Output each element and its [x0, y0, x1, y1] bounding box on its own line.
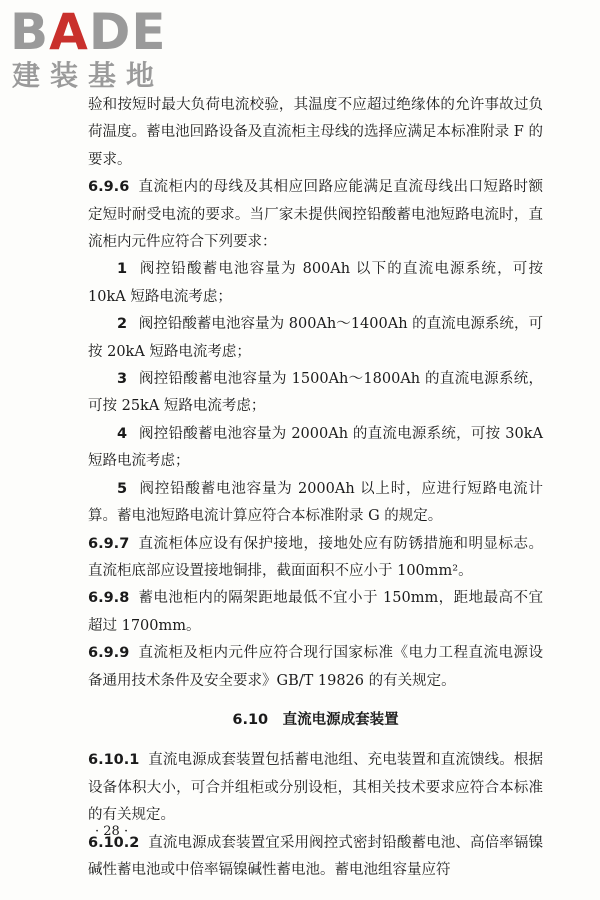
clause-6-10-1 — [88, 747, 543, 829]
document-body — [88, 92, 543, 884]
logo-accent-letter: A — [49, 3, 89, 61]
item-number: 5 — [117, 480, 128, 497]
item-number: 3 — [117, 371, 128, 388]
paragraph-continuation: 验和按短时最大负荷电流校验，其温度不应超过绝缘体的允许事故过负荷温度。蓄电池回路设备及直流柜主母线的选择应满足本标准附录 F 的要求。 — [88, 97, 543, 168]
list-item — [88, 256, 543, 311]
clause-number: 6.9.7 — [88, 535, 130, 552]
clause-text: 蓄电池柜内的隔架距地最低不宜小于 150mm，距地最高不宜超过 1700mm。 — [88, 590, 543, 634]
list-item — [88, 366, 543, 421]
clause-text: 直流柜体应设有保护接地，接地处应有防锈措施和明显标志。直流柜底部应设置接地铜排，截面面积不应小于 100mm²。 — [88, 535, 543, 579]
clause-number: 6.10.1 — [88, 752, 140, 769]
item-text: 阀控铅酸蓄电池容量为 800Ah 以下的直流电源系统，可按 10kA 短路电流考虑； — [88, 261, 543, 305]
clause-text: 直流电源成套装置宜采用阀控式密封铅酸蓄电池、高倍率镉镍碱性蓄电池或中倍率镉镍碱性蓄电池。蓄电池组容量应符 — [88, 834, 543, 878]
clause-text: 直流电源成套装置包括蓄电池组、充电装置和直流馈线。根据设备体积大小，可合并组柜或分别设柜，其相关技术要求应符合本标准的有关规定。 — [88, 752, 543, 824]
item-text: 阀控铅酸蓄电池容量为 1500Ah～1800Ah 的直流电源系统，可按 25kA 短路电流考虑； — [88, 371, 543, 415]
item-text: 阀控铅酸蓄电池容量为 2000Ah 的直流电源系统，可按 30kA 短路电流考虑； — [88, 425, 543, 470]
list-item — [88, 421, 543, 476]
logo-wordmark: BADE — [10, 3, 167, 61]
clause-6-9-9 — [88, 640, 543, 695]
clause-text: 直流柜内的母线及其相应回路应能满足直流母线出口短路时额定短时耐受电流的要求。当厂家未提供阀控铅酸蓄电池短路电流时，直流柜内元件应符合下列要求： — [88, 179, 543, 251]
clause-6-9-8 — [88, 585, 543, 640]
page-number: · 28 · — [95, 824, 129, 839]
item-number: 2 — [117, 316, 128, 333]
item-number: 1 — [117, 261, 128, 278]
clause-text: 直流柜及柜内元件应符合现行国家标准《电力工程直流电源设备通用技术条件及安全要求》GB/T 19826 的有关规定。 — [88, 645, 543, 689]
clause-number: 6.9.8 — [88, 590, 130, 607]
section-heading: 6.10 直流电源成套装置 — [232, 711, 399, 728]
clause-number: 6.10.2 — [88, 834, 140, 851]
logo-subtitle: 建装基地 — [12, 59, 165, 92]
list-item — [88, 311, 543, 366]
clause-6-9-6 — [88, 174, 543, 256]
item-text: 阀控铅酸蓄电池容量为 2000Ah 以上时，应进行短路电流计算。蓄电池短路电流计算应符合本标准附录 G 的规定。 — [88, 480, 543, 525]
clause-6-10-2 — [88, 830, 543, 885]
logo — [8, 4, 178, 96]
item-text: 阀控铅酸蓄电池容量为 800Ah～1400Ah 的直流电源系统，可按 20kA 短路电流考虑； — [88, 316, 543, 360]
clause-number: 6.9.6 — [88, 179, 130, 196]
item-number: 4 — [117, 425, 128, 442]
list-item — [88, 476, 543, 531]
clause-number: 6.9.9 — [88, 645, 130, 662]
clause-6-9-7 — [88, 531, 543, 586]
